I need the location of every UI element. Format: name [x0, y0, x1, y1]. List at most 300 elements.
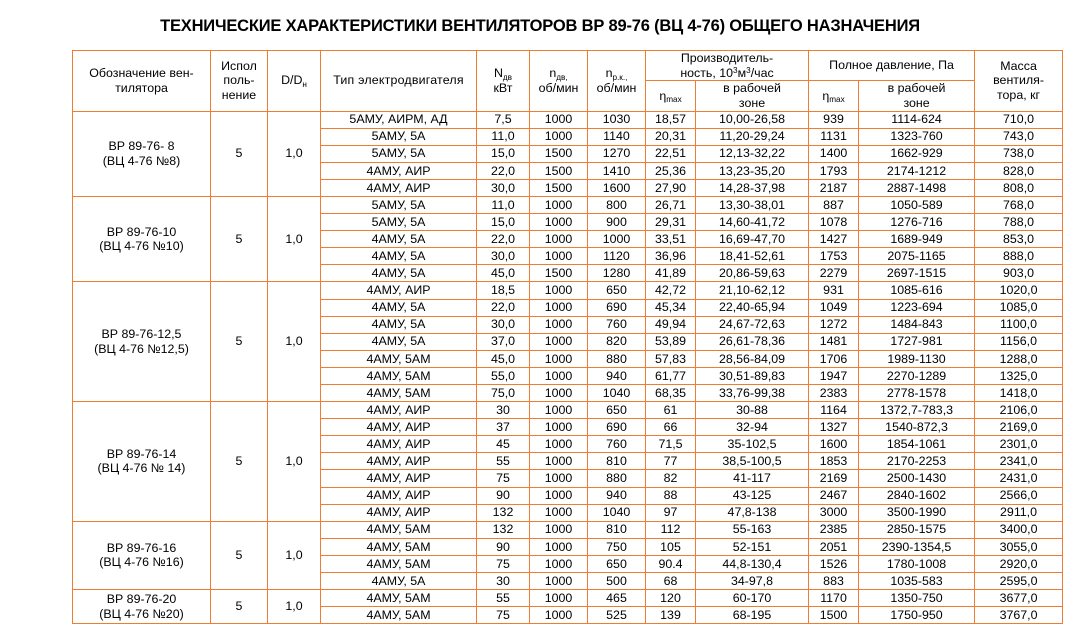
header-wheel-rpm-subscript: р.к., [612, 72, 628, 82]
wheel-rpm-cell: 760 [588, 436, 646, 453]
power-cell: 55 [477, 590, 530, 607]
motor-rpm-cell: 1000 [530, 350, 588, 367]
pressure-work-zone-cell: 1350-750 [859, 590, 975, 607]
header-execution [211, 51, 268, 112]
wheel-rpm-cell: 1270 [588, 145, 646, 162]
header-capacity-line1: Производитель- [680, 51, 774, 65]
capacity-work-zone-cell: 13,30-38,01 [696, 196, 809, 213]
motor-rpm-cell: 1000 [530, 521, 588, 538]
power-cell: 30,0 [477, 316, 530, 333]
pressure-work-zone-cell: 1689-949 [859, 231, 975, 248]
pressure-work-zone-cell: 1727-981 [859, 333, 975, 350]
wheel-rpm-cell: 1040 [588, 504, 646, 521]
table-row [73, 521, 1063, 538]
header-capacity-eta-subscript: max [666, 95, 682, 105]
wheel-rpm-cell: 1280 [588, 265, 646, 282]
pressure-work-zone-cell: 1114-624 [859, 111, 975, 128]
execution-cell: 5 [211, 402, 268, 522]
capacity-max-cell: 25,36 [646, 162, 696, 179]
motor-rpm-cell: 1500 [530, 265, 588, 282]
mass-cell: 853,0 [975, 231, 1063, 248]
motor-type-cell: 5АМУ, 5А [321, 214, 477, 231]
header-wheel-rpm-unit: об/мин [596, 80, 637, 95]
pressure-work-zone-cell: 2170-2253 [859, 453, 975, 470]
mass-cell: 888,0 [975, 248, 1063, 265]
mass-cell: 3055,0 [975, 538, 1063, 555]
pressure-work-zone-cell: 1223-694 [859, 299, 975, 316]
motor-type-cell: 4АМУ, 5А [321, 299, 477, 316]
header-power-symbol: N [493, 66, 503, 81]
header-designation-line1: Обозначение вен- [89, 66, 194, 81]
capacity-max-cell: 90.4 [646, 555, 696, 572]
fan-specifications-table [72, 50, 1063, 624]
motor-type-cell: 4АМУ, АИР [321, 162, 477, 179]
header-pressure-eta-max [809, 81, 859, 111]
pressure-work-zone-cell: 2840-1602 [859, 487, 975, 504]
capacity-max-cell: 71,5 [646, 436, 696, 453]
execution-cell: 5 [211, 590, 268, 624]
motor-type-cell: 4АМУ, 5А [321, 573, 477, 590]
capacity-work-zone-cell: 38,5-100,5 [696, 453, 809, 470]
mass-cell: 2595,0 [975, 573, 1063, 590]
pressure-max-cell: 931 [809, 282, 859, 299]
motor-rpm-cell: 1000 [530, 367, 588, 384]
fan-designation-cell [73, 282, 211, 402]
pressure-max-cell: 1526 [809, 555, 859, 572]
wheel-rpm-cell: 525 [588, 607, 646, 624]
pressure-max-cell: 1481 [809, 333, 859, 350]
capacity-max-cell: 20,31 [646, 128, 696, 145]
diameter-ratio-cell: 1,0 [268, 196, 321, 281]
motor-rpm-cell: 1000 [530, 487, 588, 504]
pressure-work-zone-cell: 1323-760 [859, 128, 975, 145]
power-cell: 90 [477, 538, 530, 555]
capacity-work-zone-cell: 30,51-89,83 [696, 367, 809, 384]
header-capacity-work-zone [696, 81, 809, 111]
pressure-max-cell: 1427 [809, 231, 859, 248]
power-cell: 22,0 [477, 162, 530, 179]
power-cell: 55,0 [477, 367, 530, 384]
pressure-max-cell: 2051 [809, 538, 859, 555]
power-cell: 55 [477, 453, 530, 470]
pressure-work-zone-cell: 1854-1061 [859, 436, 975, 453]
wheel-rpm-cell: 1040 [588, 385, 646, 402]
motor-rpm-cell: 1000 [530, 538, 588, 555]
power-cell: 132 [477, 504, 530, 521]
header-pressure-eta-symbol: η [822, 88, 830, 103]
header-capacity-work-zone-line2: зоне [738, 95, 766, 110]
capacity-max-cell: 66 [646, 419, 696, 436]
pressure-max-cell: 1753 [809, 248, 859, 265]
fan-designation-line2: (ВЦ 4-76 №12,5) [94, 341, 189, 356]
motor-type-cell: 4АМУ, 5А [321, 333, 477, 350]
pressure-max-cell: 1947 [809, 367, 859, 384]
header-motor-rpm-unit: об/мин [538, 80, 579, 95]
pressure-work-zone-cell: 1484-843 [859, 316, 975, 333]
motor-type-cell: 5АМУ, 5А [321, 145, 477, 162]
pressure-work-zone-cell: 1662-929 [859, 145, 975, 162]
pressure-max-cell: 2187 [809, 179, 859, 196]
motor-type-cell: 4АМУ, 5АМ [321, 555, 477, 572]
fan-designation-line1: ВР 89-76-12,5 [101, 327, 182, 342]
pressure-work-zone-cell: 2390-1354,5 [859, 538, 975, 555]
mass-cell: 1085,0 [975, 299, 1063, 316]
pressure-work-zone-cell: 2075-1165 [859, 248, 975, 265]
header-designation-line2: тилятора [115, 80, 168, 95]
capacity-max-cell: 45,34 [646, 299, 696, 316]
header-motor-rpm [530, 51, 588, 112]
motor-rpm-cell: 1000 [530, 111, 588, 128]
capacity-max-cell: 61,77 [646, 367, 696, 384]
capacity-work-zone-cell: 14,60-41,72 [696, 214, 809, 231]
capacity-max-cell: 29,31 [646, 214, 696, 231]
capacity-max-cell: 139 [646, 607, 696, 624]
capacity-work-zone-cell: 14,28-37,98 [696, 179, 809, 196]
mass-cell: 3767,0 [975, 607, 1063, 624]
motor-rpm-cell: 1000 [530, 231, 588, 248]
power-cell: 7,5 [477, 111, 530, 128]
mass-cell: 2566,0 [975, 487, 1063, 504]
motor-rpm-cell: 1000 [530, 316, 588, 333]
power-cell: 15,0 [477, 214, 530, 231]
motor-rpm-cell: 1000 [530, 590, 588, 607]
table-row [73, 590, 1063, 607]
pressure-work-zone-cell: 3500-1990 [859, 504, 975, 521]
motor-rpm-cell: 1500 [530, 145, 588, 162]
capacity-work-zone-cell: 21,10-62,12 [696, 282, 809, 299]
power-cell: 37 [477, 419, 530, 436]
header-pressure-work-zone [859, 81, 975, 111]
power-cell: 11,0 [477, 128, 530, 145]
header-power [477, 51, 530, 112]
capacity-max-cell: 36,96 [646, 248, 696, 265]
motor-rpm-cell: 1000 [530, 555, 588, 572]
capacity-work-zone-cell: 26,61-78,36 [696, 333, 809, 350]
pressure-max-cell: 1170 [809, 590, 859, 607]
mass-cell: 2920,0 [975, 555, 1063, 572]
header-pressure-eta-subscript: max [829, 95, 845, 105]
motor-type-cell: 4АМУ, АИР [321, 419, 477, 436]
pressure-max-cell: 939 [809, 111, 859, 128]
header-diameter-ratio [268, 51, 321, 112]
header-power-unit: кВт [493, 80, 513, 95]
mass-cell: 2341,0 [975, 453, 1063, 470]
pressure-work-zone-cell: 1050-589 [859, 196, 975, 213]
mass-cell: 2431,0 [975, 470, 1063, 487]
capacity-work-zone-cell: 30-88 [696, 402, 809, 419]
pressure-work-zone-cell: 2500-1430 [859, 470, 975, 487]
header-execution-line3: нение [221, 88, 257, 103]
header-pressure-work-zone-line2: зоне [903, 95, 930, 110]
header-capacity-prefix: ность, 10 [680, 65, 734, 80]
capacity-max-cell: 49,94 [646, 316, 696, 333]
capacity-max-cell: 22,51 [646, 145, 696, 162]
power-cell: 75,0 [477, 385, 530, 402]
power-cell: 15,0 [477, 145, 530, 162]
page-title: ТЕХНИЧЕСКИЕ ХАРАКТЕРИСТИКИ ВЕНТИЛЯТОРОВ ВР 89-76 (ВЦ 4-76) ОБЩЕГО НАЗНАЧЕНИЯ [160, 17, 920, 35]
diameter-ratio-cell: 1,0 [268, 402, 321, 522]
pressure-work-zone-cell: 1035-583 [859, 573, 975, 590]
capacity-work-zone-cell: 28,56-84,09 [696, 350, 809, 367]
motor-type-cell: 4АМУ, 5АМ [321, 590, 477, 607]
header-capacity-eta-max [646, 81, 696, 111]
header-capacity-work-zone-line1: в рабочей [723, 81, 781, 96]
pressure-work-zone-cell: 1750-950 [859, 607, 975, 624]
fan-designation-line1: ВР 89-76-16 [106, 540, 177, 555]
mass-cell: 903,0 [975, 265, 1063, 282]
wheel-rpm-cell: 810 [588, 453, 646, 470]
capacity-work-zone-cell: 60-170 [696, 590, 809, 607]
header-power-subscript: дв [502, 72, 513, 82]
pressure-max-cell: 883 [809, 573, 859, 590]
motor-type-cell: 4АМУ, 5АМ [321, 607, 477, 624]
table-container [0, 50, 1080, 624]
capacity-work-zone-cell: 18,41-52,61 [696, 248, 809, 265]
power-cell: 37,0 [477, 333, 530, 350]
pressure-work-zone-cell: 1085-616 [859, 282, 975, 299]
pressure-max-cell: 1793 [809, 162, 859, 179]
mass-cell: 3677,0 [975, 590, 1063, 607]
pressure-work-zone-cell: 1276-716 [859, 214, 975, 231]
table-row [73, 282, 1063, 299]
motor-type-cell: 4АМУ, 5А [321, 248, 477, 265]
wheel-rpm-cell: 1120 [588, 248, 646, 265]
motor-type-cell: 4АМУ, АИР [321, 179, 477, 196]
power-cell: 30,0 [477, 248, 530, 265]
header-capacity-eta-symbol: η [659, 88, 667, 103]
capacity-max-cell: 112 [646, 521, 696, 538]
power-cell: 22,0 [477, 231, 530, 248]
capacity-max-cell: 88 [646, 487, 696, 504]
header-capacity-exponent: 3 [733, 65, 738, 75]
capacity-work-zone-cell: 22,40-65,94 [696, 299, 809, 316]
motor-type-cell: 5АМУ, 5А [321, 196, 477, 213]
capacity-work-zone-cell: 12,13-32,22 [696, 145, 809, 162]
pressure-max-cell: 1706 [809, 350, 859, 367]
header-pressure-group: Полное давление, Па [809, 51, 975, 81]
power-cell: 30 [477, 402, 530, 419]
wheel-rpm-cell: 1030 [588, 111, 646, 128]
table-header [73, 51, 1063, 112]
motor-type-cell: 4АМУ, 5АМ [321, 367, 477, 384]
diameter-ratio-cell: 1,0 [268, 521, 321, 589]
mass-cell: 738,0 [975, 145, 1063, 162]
pressure-max-cell: 1078 [809, 214, 859, 231]
wheel-rpm-cell: 1410 [588, 162, 646, 179]
header-capacity-line2 [680, 66, 773, 80]
power-cell: 30 [477, 573, 530, 590]
motor-rpm-cell: 1000 [530, 419, 588, 436]
capacity-max-cell: 82 [646, 470, 696, 487]
wheel-rpm-cell: 940 [588, 367, 646, 384]
wheel-rpm-cell: 800 [588, 196, 646, 213]
wheel-rpm-cell: 820 [588, 333, 646, 350]
mass-cell: 743,0 [975, 128, 1063, 145]
header-motor-rpm-subscript: дв, [556, 72, 568, 82]
motor-type-cell: 4АМУ, 5А [321, 316, 477, 333]
capacity-work-zone-cell: 13,23-35,20 [696, 162, 809, 179]
motor-type-cell: 4АМУ, АИР [321, 436, 477, 453]
motor-rpm-cell: 1000 [530, 248, 588, 265]
motor-rpm-cell: 1000 [530, 436, 588, 453]
capacity-work-zone-cell: 33,76-99,38 [696, 385, 809, 402]
motor-type-cell: 5АМУ, 5А [321, 128, 477, 145]
motor-rpm-cell: 1000 [530, 333, 588, 350]
power-cell: 18,5 [477, 282, 530, 299]
wheel-rpm-cell: 880 [588, 470, 646, 487]
capacity-work-zone-cell: 43-125 [696, 487, 809, 504]
capacity-work-zone-cell: 16,69-47,70 [696, 231, 809, 248]
pressure-max-cell: 887 [809, 196, 859, 213]
header-execution-line1: Испол [221, 58, 257, 73]
motor-type-cell: 4АМУ, 5АМ [321, 385, 477, 402]
pressure-max-cell: 2467 [809, 487, 859, 504]
fan-designation-line2: (ВЦ 4-76 №8) [102, 153, 181, 168]
header-execution-line2: поль- [223, 73, 255, 88]
capacity-work-zone-cell: 10,00-26,58 [696, 111, 809, 128]
wheel-rpm-cell: 900 [588, 214, 646, 231]
capacity-max-cell: 68,35 [646, 385, 696, 402]
pressure-max-cell: 2383 [809, 385, 859, 402]
pressure-work-zone-cell: 1989-1130 [859, 350, 975, 367]
table-row [73, 402, 1063, 419]
execution-cell: 5 [211, 282, 268, 402]
pressure-work-zone-cell: 2850-1575 [859, 521, 975, 538]
mass-cell: 1325,0 [975, 367, 1063, 384]
pressure-work-zone-cell: 2887-1498 [859, 179, 975, 196]
capacity-max-cell: 53,89 [646, 333, 696, 350]
fan-designation-cell [73, 590, 211, 624]
header-pressure-work-zone-line1: в рабочей [887, 81, 946, 96]
capacity-max-cell: 68 [646, 573, 696, 590]
capacity-max-cell: 77 [646, 453, 696, 470]
capacity-work-zone-cell: 52-151 [696, 538, 809, 555]
pressure-work-zone-cell: 2270-1289 [859, 367, 975, 384]
header-capacity-meters: м [737, 65, 747, 80]
header-ratio-subscript: н [302, 79, 307, 89]
header-motor-rpm-symbol: n [549, 66, 557, 81]
motor-rpm-cell: 1000 [530, 573, 588, 590]
capacity-max-cell: 105 [646, 538, 696, 555]
pressure-max-cell: 1400 [809, 145, 859, 162]
pressure-max-cell: 1131 [809, 128, 859, 145]
pressure-max-cell: 2279 [809, 265, 859, 282]
mass-cell: 1156,0 [975, 333, 1063, 350]
header-mass-line3: тора, кг [997, 88, 1041, 103]
motor-type-cell: 4АМУ, 5АМ [321, 538, 477, 555]
power-cell: 11,0 [477, 196, 530, 213]
wheel-rpm-cell: 760 [588, 316, 646, 333]
capacity-work-zone-cell: 35-102,5 [696, 436, 809, 453]
mass-cell: 3400,0 [975, 521, 1063, 538]
pressure-work-zone-cell: 1780-1008 [859, 555, 975, 572]
motor-type-cell: 4АМУ, 5А [321, 231, 477, 248]
motor-type-cell: 4АМУ, 5АМ [321, 350, 477, 367]
mass-cell: 2301,0 [975, 436, 1063, 453]
header-capacity-exponent2: 3 [746, 65, 751, 75]
motor-type-cell: 4АМУ, АИР [321, 487, 477, 504]
header-mass-line1: Масса [1000, 58, 1037, 73]
capacity-work-zone-cell: 44,8-130,4 [696, 555, 809, 572]
pressure-work-zone-cell: 2174-1212 [859, 162, 975, 179]
wheel-rpm-cell: 465 [588, 590, 646, 607]
mass-cell: 768,0 [975, 196, 1063, 213]
pressure-max-cell: 1500 [809, 607, 859, 624]
header-mass-line2: вентиля- [993, 73, 1044, 88]
diameter-ratio-cell: 1,0 [268, 111, 321, 196]
fan-designation-cell [73, 196, 211, 281]
motor-type-cell: 4АМУ, АИР [321, 453, 477, 470]
wheel-rpm-cell: 880 [588, 350, 646, 367]
motor-type-cell: 4АМУ, АИР [321, 470, 477, 487]
mass-cell: 2106,0 [975, 402, 1063, 419]
wheel-rpm-cell: 1140 [588, 128, 646, 145]
motor-rpm-cell: 1000 [530, 128, 588, 145]
execution-cell: 5 [211, 521, 268, 589]
pressure-max-cell: 1327 [809, 419, 859, 436]
diameter-ratio-cell: 1,0 [268, 282, 321, 402]
power-cell: 75 [477, 470, 530, 487]
pressure-max-cell: 2385 [809, 521, 859, 538]
capacity-max-cell: 18,57 [646, 111, 696, 128]
capacity-work-zone-cell: 68-195 [696, 607, 809, 624]
header-ratio-symbol: D/D [281, 73, 303, 88]
motor-rpm-cell: 1000 [530, 470, 588, 487]
header-capacity-group [646, 51, 809, 81]
capacity-work-zone-cell: 47,8-138 [696, 504, 809, 521]
wheel-rpm-cell: 690 [588, 419, 646, 436]
motor-type-cell: 4АМУ, АИР [321, 504, 477, 521]
header-row-1 [73, 51, 1063, 81]
execution-cell: 5 [211, 196, 268, 281]
wheel-rpm-cell: 650 [588, 282, 646, 299]
mass-cell: 808,0 [975, 179, 1063, 196]
mass-cell: 1020,0 [975, 282, 1063, 299]
power-cell: 45,0 [477, 265, 530, 282]
fan-designation-line1: ВР 89-76-10 [106, 224, 177, 239]
capacity-max-cell: 61 [646, 402, 696, 419]
capacity-work-zone-cell: 55-163 [696, 521, 809, 538]
power-cell: 75 [477, 607, 530, 624]
table-row [73, 111, 1063, 128]
diameter-ratio-cell: 1,0 [268, 590, 321, 624]
mass-cell: 2169,0 [975, 419, 1063, 436]
mass-cell: 788,0 [975, 214, 1063, 231]
wheel-rpm-cell: 750 [588, 538, 646, 555]
pressure-max-cell: 1272 [809, 316, 859, 333]
motor-rpm-cell: 1000 [530, 504, 588, 521]
pressure-max-cell: 3000 [809, 504, 859, 521]
pressure-max-cell: 1600 [809, 436, 859, 453]
pressure-max-cell: 1164 [809, 402, 859, 419]
header-capacity-suffix: /час [750, 65, 774, 80]
wheel-rpm-cell: 500 [588, 573, 646, 590]
pressure-max-cell: 2169 [809, 470, 859, 487]
wheel-rpm-cell: 690 [588, 299, 646, 316]
header-wheel-rpm-symbol: n [605, 66, 613, 81]
motor-rpm-cell: 1000 [530, 214, 588, 231]
table-row [73, 196, 1063, 213]
pressure-work-zone-cell: 1540-872,3 [859, 419, 975, 436]
pressure-max-cell: 1049 [809, 299, 859, 316]
power-cell: 45,0 [477, 350, 530, 367]
fan-designation-cell [73, 111, 211, 196]
pressure-work-zone-cell: 2778-1578 [859, 385, 975, 402]
power-cell: 45 [477, 436, 530, 453]
capacity-max-cell: 97 [646, 504, 696, 521]
power-cell: 30,0 [477, 179, 530, 196]
motor-type-cell: 4АМУ, АИР [321, 402, 477, 419]
